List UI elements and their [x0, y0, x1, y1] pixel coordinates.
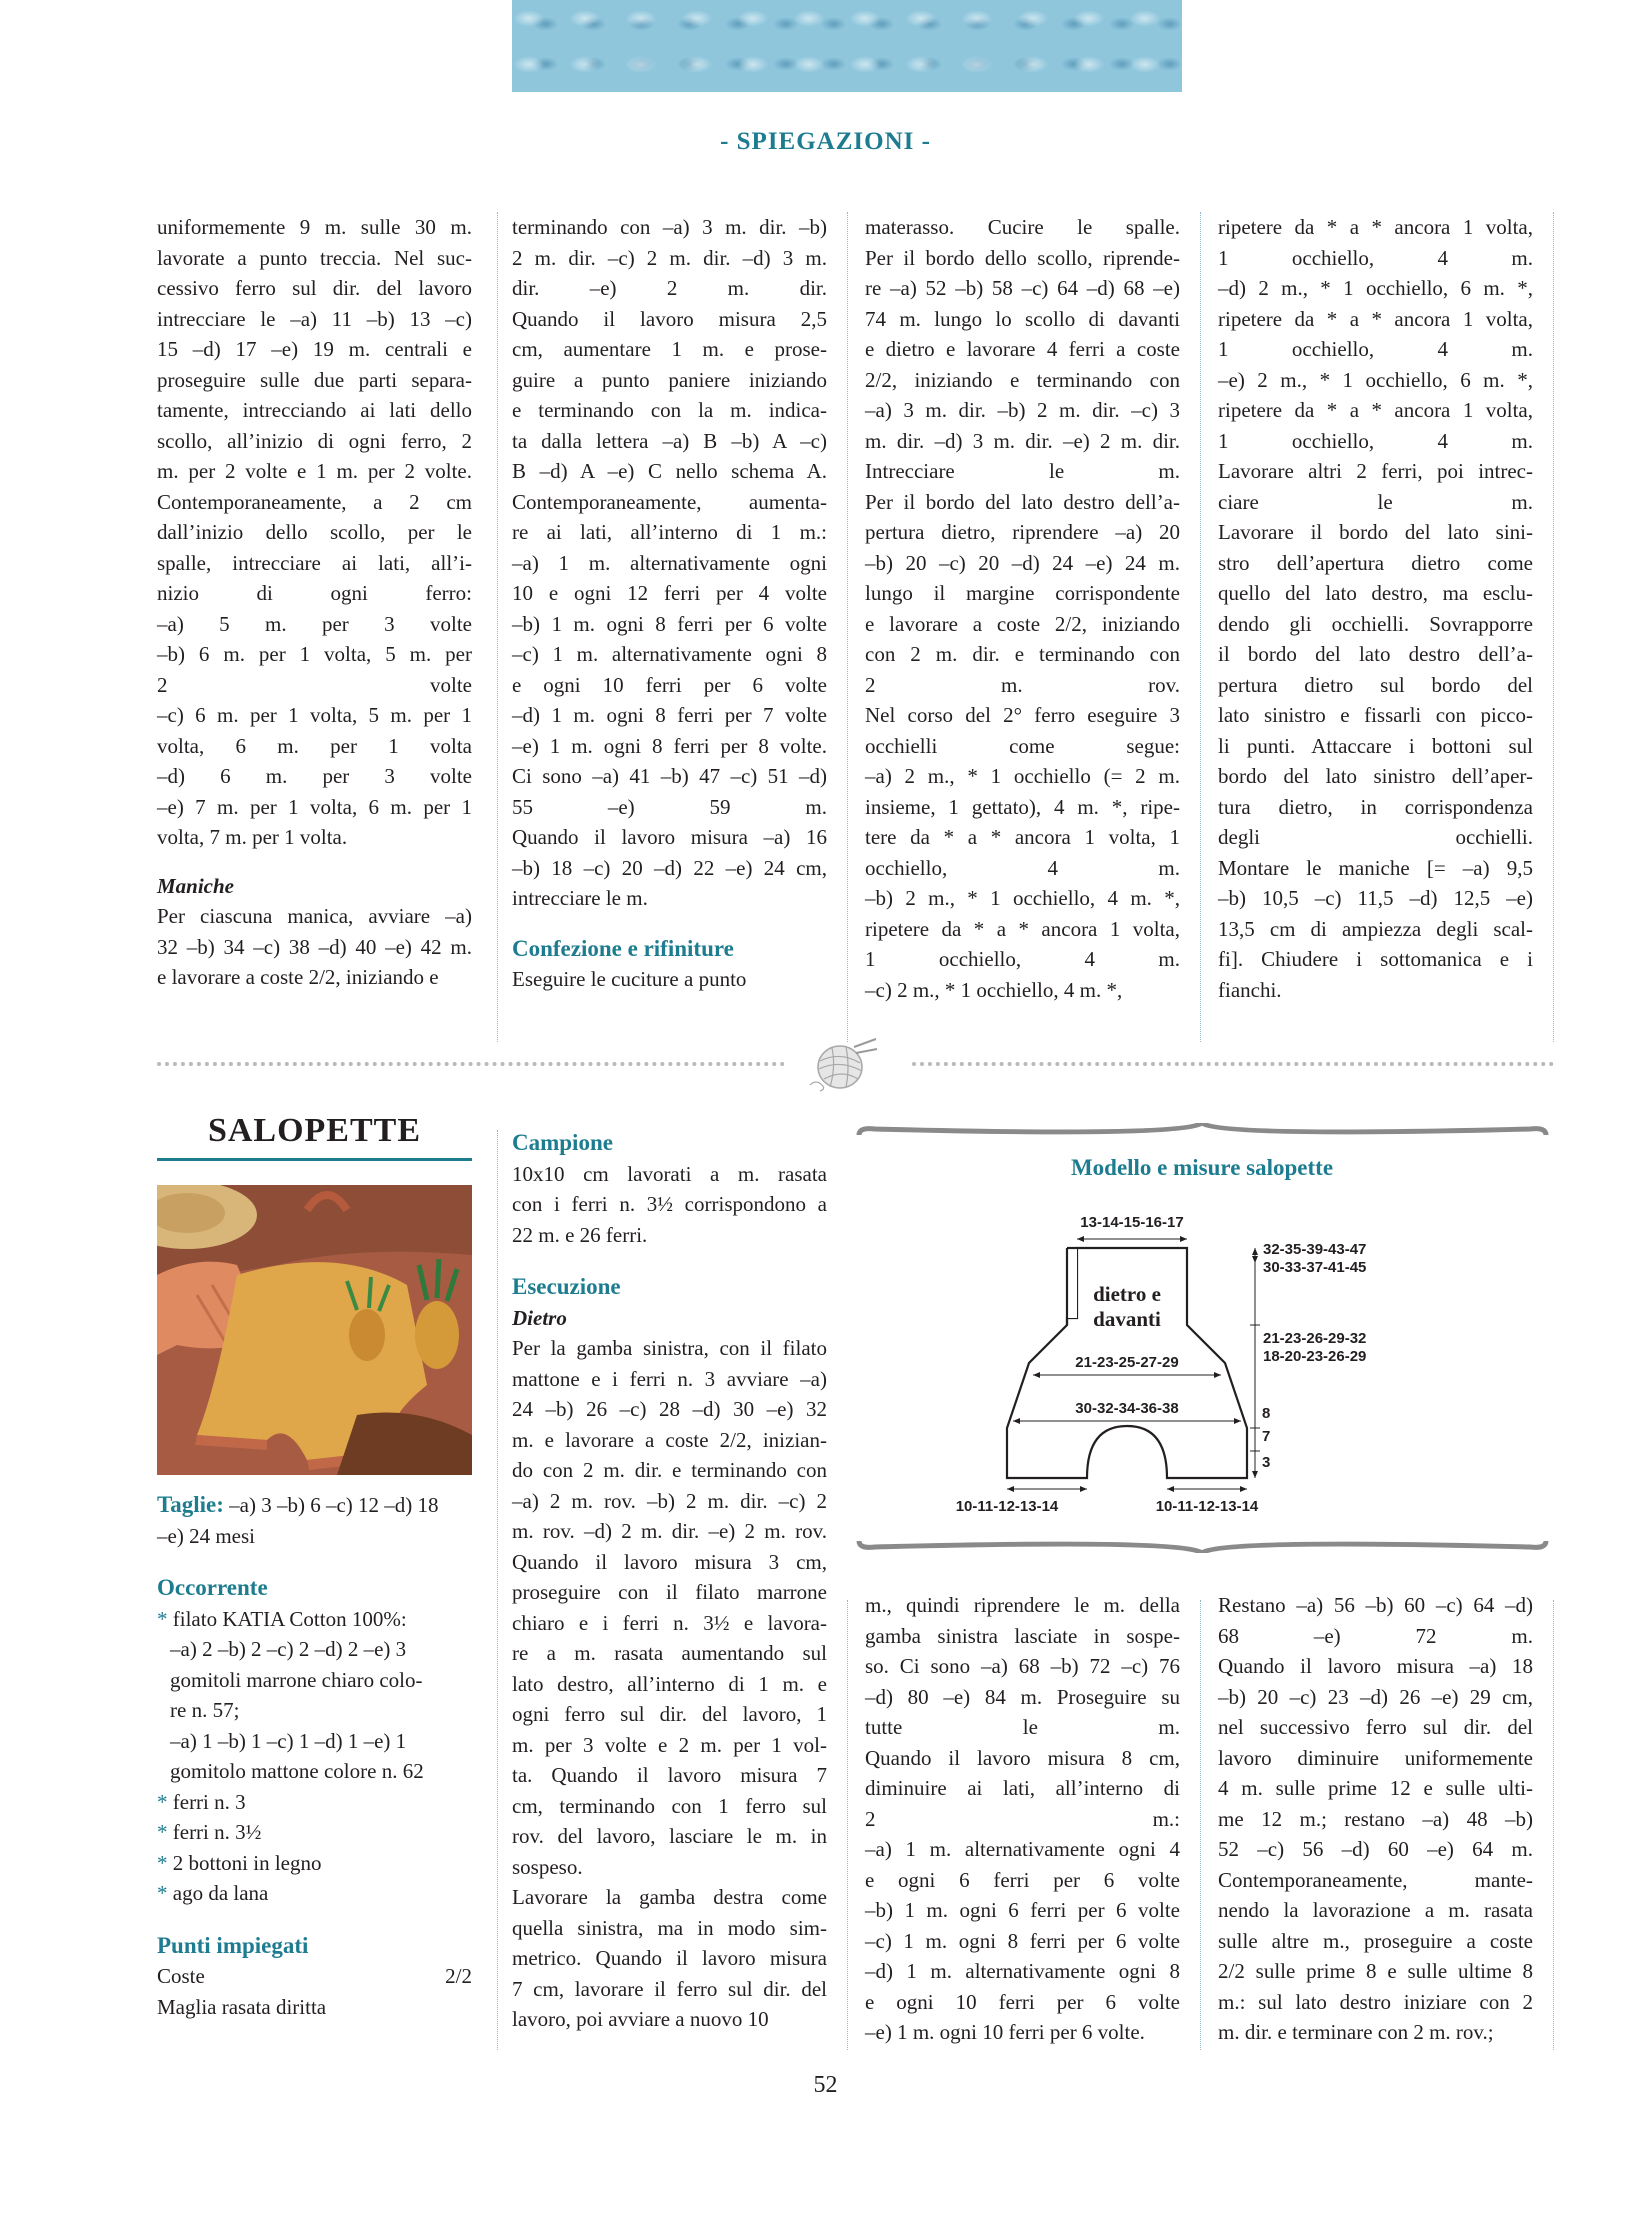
text-line: con 2 m. dir. e terminando con: [865, 642, 1180, 666]
text-line: spalle, intrecciare ai lati, all’i-: [157, 550, 472, 575]
salopette-column-4: [1218, 1590, 1533, 2048]
text-line: nel successivo ferro sul dir. del: [1218, 1715, 1533, 1739]
text-line: Per il bordo del lato destro dell’a-: [865, 489, 1180, 514]
text-line: Contemporaneamente, a 2 cm: [157, 489, 472, 514]
list-item-text: gomitoli marrone chiaro colo-: [170, 1667, 423, 1692]
punti-list: [157, 1961, 472, 2022]
text-line: –a) 2 m., * 1 occhiello (= 2 m.: [865, 764, 1180, 788]
text-line: ripetere da * a * ancora 1 volta,: [1218, 398, 1533, 422]
text-line: –c) 1 m. ogni 8 ferri per 6 volte: [865, 1928, 1180, 1953]
text-line: –c) 1 m. alternativamente ogni 8: [512, 642, 827, 666]
text-line: –d) 80 –e) 84 m. Proseguire su: [865, 1684, 1180, 1709]
occorrente-heading: Occorrente: [157, 1575, 268, 1600]
column-rule: [1553, 212, 1554, 1042]
knit-texture-banner: [512, 0, 1182, 92]
text-line: e lavorare a coste 2/2, iniziando: [865, 611, 1180, 636]
text-line: intrecciare le m.: [512, 886, 648, 910]
text-line: –e) 7 m. per 1 volta, 6 m. per 1: [157, 794, 472, 819]
text-line: bordo del lato sinistro dell’aper-: [1218, 764, 1533, 788]
text-line: gamba sinistra lasciate in sospe-: [865, 1623, 1180, 1648]
text-line: intrecciare le –a) 11 –b) 13 –c): [157, 306, 472, 331]
list-item-text: –a) 1 –b) 1 –c) 1 –d) 1 –e) 1: [170, 1728, 407, 1753]
salopette-pattern-diagram: [855, 1123, 1550, 1553]
dietro-body: [512, 1333, 827, 2035]
maniche-body: [157, 901, 472, 993]
list-item: [157, 1817, 472, 1848]
page-number: 52: [813, 2072, 838, 2098]
top-column-3: [865, 212, 1180, 1005]
text-line: Quando il lavoro misura 3 cm,: [512, 1549, 827, 1574]
column-rule: [1200, 1600, 1201, 2050]
text-line: pertura dietro sul bordo del: [1218, 672, 1533, 697]
text-line: 1 occhiello, 4 m.: [1218, 245, 1533, 270]
text-line: materasso. Cucire le spalle.: [865, 215, 1180, 239]
text-line: –d) 1 m. alternativamente ogni 8: [865, 1959, 1180, 1983]
text-line: –d) 2 m., * 1 occhiello, 6 m. *,: [1218, 276, 1533, 300]
text-line: 10x10 cm lavorati a m. rasata: [512, 1161, 827, 1186]
list-item: [157, 1634, 472, 1665]
text-line: pertura dietro, riprendere –a) 20: [865, 520, 1180, 544]
text-line: –d) 6 m. per 3 volte: [157, 764, 472, 788]
text-line: 1 occhiello, 4 m.: [1218, 337, 1533, 361]
list-item: [157, 1756, 472, 1787]
bullet-star-icon: *: [157, 1850, 168, 1875]
label-height-total-1: 32-35-39-43-47: [1263, 1241, 1367, 1258]
text-line: 4 m. sulle prime 12 e sulle ulti-: [1218, 1776, 1533, 1800]
label-height-mid-2: 18-20-23-26-29: [1263, 1348, 1367, 1365]
text-line: e dietro e lavorare 4 ferri a coste: [865, 337, 1180, 361]
text-line: e terminando con la m. indica-: [512, 398, 827, 422]
salopette-column-4-body: [1218, 1590, 1533, 2048]
text-line: proseguire sulle due parti separa-: [157, 367, 472, 392]
text-line: terminando con –a) 3 m. dir. –b): [512, 215, 827, 239]
text-line: ciare le m.: [1218, 489, 1533, 514]
list-item: [157, 1604, 472, 1635]
text-line: 2/2 sulle prime 8 e sulle ultime 8: [1218, 1959, 1533, 1983]
text-line: lato destro, all’interno di 1 m. e: [512, 1671, 827, 1696]
column-rule: [1200, 212, 1201, 1042]
list-item: [157, 1695, 472, 1726]
text-line: me 12 m.; restano –a) 48 –b): [1218, 1806, 1533, 1831]
column-rule: [847, 212, 848, 1042]
list-item: [157, 1665, 472, 1696]
text-line: nizio di ogni ferro:: [157, 581, 472, 605]
text-line: Quando il lavoro misura –a) 16: [512, 825, 827, 849]
text-line: –a) 2 m. rov. –b) 2 m. dir. –c) 2: [512, 1488, 827, 1513]
salopette-photo: [157, 1185, 472, 1475]
text-line: 1 occhiello, 4 m.: [1218, 428, 1533, 453]
salopette-title-rule: [157, 1158, 472, 1161]
text-line: –b) 1 m. ogni 6 ferri per 6 volte: [865, 1898, 1180, 1922]
text-line: Ci sono –a) 41 –b) 47 –c) 51 –d): [512, 764, 827, 788]
text-line: fianchi.: [1218, 977, 1282, 1002]
text-line: m. rov. –d) 2 m. dir. –e) 2 m. rov.: [512, 1519, 827, 1543]
text-line: Eseguire le cuciture a punto: [512, 967, 747, 991]
text-line: –a) 3 m. dir. –b) 2 m. dir. –c) 3: [865, 398, 1180, 422]
text-line: Contemporaneamente, aumenta-: [512, 489, 827, 514]
text-line: il bordo del lato destro dell’a-: [1218, 642, 1533, 666]
text-line: –a) 5 m. per 3 volte: [157, 611, 472, 636]
text-line: volta, 7 m. per 1 volta.: [157, 825, 348, 849]
list-item: [157, 1726, 472, 1757]
top-column-1: [157, 212, 472, 993]
text-line: –a) 1 m. alternativamente ogni: [512, 550, 827, 575]
top-column-4-body: [1218, 212, 1533, 1005]
label-top-width: 13-14-15-16-17: [1080, 1214, 1184, 1231]
taglie-line: [157, 1490, 472, 1521]
text-line: e lavorare a coste 2/2, iniziando e: [157, 965, 439, 989]
text-line: Per ciascuna manica, avviare –a): [157, 904, 472, 928]
text-line: occhielli come segue:: [865, 733, 1180, 758]
list-item-text: ago da lana: [172, 1881, 269, 1905]
text-line: m. dir. e terminare con 2 m. rov.;: [1218, 2020, 1494, 2044]
text-line: Coste 2/2: [157, 1964, 472, 1988]
text-line: –b) 2 m., * 1 occhiello, 4 m. *,: [865, 886, 1180, 910]
section-divider-left: [157, 1062, 785, 1076]
confezione-body: [512, 964, 827, 995]
text-line: volta, 6 m. per 1 volta: [157, 733, 472, 758]
text-line: cessivo ferro sul dir. del lavoro: [157, 276, 472, 300]
text-line: 1 occhiello, 4 m.: [865, 947, 1180, 971]
text-line: 7 cm, lavorare il ferro sul dir. del: [512, 1976, 827, 2001]
top-column-3-body: [865, 212, 1180, 1005]
text-line: –c) 2 m., * 1 occhiello, 4 m. *,: [865, 977, 1123, 1002]
text-line: Per il bordo dello scollo, riprende-: [865, 245, 1180, 270]
text-line: –b) 20 –c) 20 –d) 24 –e) 24 m.: [865, 550, 1180, 575]
text-line: Maglia rasata diritta: [157, 1994, 327, 2019]
text-line: cm, aumentare 1 m. e prose-: [512, 337, 827, 361]
text-line: ripetere da * a * ancora 1 volta,: [1218, 306, 1533, 331]
text-line: occhiello, 4 m.: [865, 855, 1180, 880]
text-line: con i ferri n. 3½ corrispondono a: [512, 1192, 827, 1216]
text-line: tutte le m.: [865, 1715, 1180, 1739]
occorrente-list: [157, 1604, 472, 1909]
text-line: 2 m. dir. –c) 2 m. dir. –d) 3 m.: [512, 245, 827, 270]
campione-body: [512, 1159, 827, 1251]
text-line: m. per 3 volte e 2 m. per 1 vol-: [512, 1732, 827, 1757]
text-line: m.: sul lato destro iniziare con 2: [1218, 1989, 1533, 2014]
top-column-4: [1218, 212, 1533, 1005]
top-column-2-body: [512, 212, 827, 914]
text-line: 55 –e) 59 m.: [512, 794, 827, 819]
text-line: m. e lavorare a coste 2/2, inizian-: [512, 1427, 827, 1452]
text-line: metrico. Quando il lavoro misura: [512, 1946, 827, 1970]
text-line: tamente, intrecciando ai lati dello: [157, 398, 472, 422]
text-line: li punti. Attaccare i bottoni sul: [1218, 733, 1533, 758]
text-line: 24 –b) 26 –c) 28 –d) 30 –e) 32: [512, 1397, 827, 1421]
text-line: Nel corso del 2° ferro eseguire 3: [865, 703, 1180, 727]
label-h7: 7: [1262, 1428, 1271, 1445]
text-line: 15 –d) 17 –e) 19 m. centrali e: [157, 337, 472, 361]
text-line: ta. Quando il lavoro misura 7: [512, 1763, 827, 1787]
text-line: lato sinistro e fissarli con picco-: [1218, 703, 1533, 727]
text-line: –b) 10,5 –c) 11,5 –d) 12,5 –e): [1218, 886, 1533, 910]
text-line: scollo, all’inizio di ogni ferro, 2: [157, 428, 472, 453]
dietro-heading: Dietro: [512, 1305, 567, 1330]
text-line: stro dell’apertura dietro come: [1218, 550, 1533, 575]
text-line: Lavorare altri 2 ferri, poi intrec-: [1218, 459, 1533, 483]
diagram-top-bracket: [859, 1123, 1546, 1135]
text-line: nendo la lavorazione a m. rasata: [1218, 1898, 1533, 1922]
column-rule: [497, 1130, 498, 2050]
label-leg-left: 10-11-12-13-14: [955, 1498, 1059, 1515]
diagram-title: Modello e misure salopette: [1070, 1155, 1334, 1180]
text-line: re ai lati, all’interno di 1 m.:: [512, 520, 827, 544]
text-line: dall’inizio dello scollo, per le: [157, 520, 472, 544]
top-column-1-body: [157, 212, 472, 853]
column-rule: [847, 1600, 848, 2050]
label-width-hip: 30-32-34-36-38: [1075, 1400, 1179, 1417]
text-line: e ogni 6 ferri per 6 volte: [865, 1867, 1180, 1892]
text-line: Quando il lavoro misura –a) 18: [1218, 1654, 1533, 1678]
salopette-column-1: [157, 1490, 472, 2022]
text-line: lavoro diminuire uniformemente: [1218, 1745, 1533, 1770]
text-line: insieme, 1 gettato), 4 m. *, ripe-: [865, 794, 1180, 819]
top-column-2: [512, 212, 827, 995]
text-line: tere da * a * ancora 1 volta, 1: [865, 825, 1180, 849]
text-line: re –a) 52 –b) 58 –c) 64 –d) 68 –e): [865, 276, 1180, 300]
text-line: –e) 1 m. ogni 8 ferri per 8 volte.: [512, 733, 827, 758]
text-line: quella sinistra, ma in modo sim-: [512, 1915, 827, 1940]
text-line: 2 m. rov.: [865, 672, 1180, 697]
label-width-mid: 21-23-25-27-29: [1075, 1354, 1179, 1371]
label-leg-right: 10-11-12-13-14: [1155, 1498, 1259, 1515]
esecuzione-heading: Esecuzione: [512, 1274, 621, 1299]
text-line: m. per 2 volte e 1 m. per 2 volte.: [157, 459, 472, 483]
salopette-title: SALOPETTE: [207, 1112, 422, 1149]
text-line: e ogni 10 ferri per 6 volte: [865, 1989, 1180, 2014]
punti-heading: Punti impiegati: [157, 1932, 309, 1958]
text-line: –b) 20 –c) 23 –d) 26 –e) 29 cm,: [1218, 1684, 1533, 1709]
text-line: Lavorare il bordo del lato sini-: [1218, 520, 1533, 544]
label-height-mid-1: 21-23-26-29-32: [1263, 1330, 1367, 1347]
text-line: 68 –e) 72 m.: [1218, 1623, 1533, 1648]
text-line: mattone e i ferri n. 3 avviare –a): [512, 1366, 827, 1391]
maniche-heading: Maniche: [157, 873, 235, 898]
text-line: Lavorare la gamba destra come: [512, 1885, 827, 1909]
column-rule: [1553, 1600, 1554, 2050]
list-item: [157, 1848, 472, 1879]
text-line: degli occhielli.: [1218, 825, 1533, 849]
list-item: [157, 1787, 472, 1818]
text-line: ta dalla lettera –a) B –b) A –c): [512, 428, 827, 453]
bullet-star-icon: *: [157, 1820, 168, 1844]
label-h8: 8: [1262, 1405, 1271, 1422]
text-line: 10 e ogni 12 ferri per 4 volte: [512, 581, 827, 605]
list-item-text: –a) 2 –b) 2 –c) 2 –d) 2 –e) 3: [170, 1637, 407, 1661]
text-line: Quando il lavoro misura 2,5: [512, 306, 827, 331]
text-line: –b) 1 m. ogni 8 ferri per 6 volte: [512, 611, 827, 636]
text-line: re a m. rasata aumentando sul: [512, 1641, 827, 1665]
list-item-text: 2 bottoni in legno: [172, 1850, 322, 1875]
bullet-star-icon: *: [157, 1881, 168, 1905]
salopette-column-3: [865, 1590, 1180, 2048]
text-line: m. dir. –d) 3 m. dir. –e) 2 m. dir.: [865, 428, 1180, 453]
text-line: –c) 6 m. per 1 volta, 5 m. per 1: [157, 703, 472, 727]
confezione-heading: Confezione e rifiniture: [512, 935, 734, 961]
text-line: ripetere da * a * ancora 1 volta,: [865, 916, 1180, 941]
text-line: 13,5 cm di ampiezza degli scal-: [1218, 916, 1533, 941]
list-item-text: re n. 57;: [170, 1698, 240, 1722]
list-item-text: filato KATIA Cotton 100%:: [172, 1606, 407, 1631]
text-line: 2 volte: [157, 672, 472, 697]
list-item-text: ferri n. 3½: [172, 1820, 262, 1844]
text-line: –e) 1 m. ogni 10 ferri per 6 volte.: [865, 2020, 1145, 2044]
taglie-label: Taglie:: [157, 1492, 224, 1517]
text-line: Quando il lavoro misura 8 cm,: [865, 1745, 1180, 1770]
text-line: guire a punto paniere iniziando: [512, 367, 827, 392]
taglie-value: –a) 3 –b) 6 –c) 12 –d) 18: [223, 1493, 439, 1517]
diagram-bottom-bracket: [859, 1541, 1546, 1553]
text-line: Per la gamba sinistra, con il filato: [512, 1336, 827, 1360]
text-line: 2/2, iniziando e terminando con: [865, 367, 1180, 392]
text-line: –d) 1 m. ogni 8 ferri per 7 volte: [512, 703, 827, 727]
text-line: proseguire con il filato marrone: [512, 1580, 827, 1604]
text-line: do con 2 m. dir. e terminando con: [512, 1458, 827, 1482]
text-line: lavoro, poi avviare a nuovo 10: [512, 2007, 769, 2031]
text-line: rov. del lavoro, lasciare le m. in: [512, 1824, 827, 1848]
campione-heading: Campione: [512, 1130, 613, 1155]
text-line: ogni ferro sul dir. del lavoro, 1: [512, 1702, 827, 1726]
text-line: sospeso.: [512, 1854, 583, 1879]
text-line: Intrecciare le m.: [865, 459, 1180, 483]
list-item: [157, 1878, 472, 1909]
text-line: dir. –e) 2 m. dir.: [512, 276, 827, 300]
piece-label-1: dietro e: [1093, 1282, 1161, 1306]
yarn-ball-icon: [806, 1035, 878, 1093]
text-line: lavorate a punto treccia. Nel suc-: [157, 245, 472, 270]
text-line: 2 m.:: [865, 1806, 1180, 1831]
label-height-total-2: 30-33-37-41-45: [1263, 1259, 1367, 1276]
label-h3: 3: [1262, 1454, 1271, 1471]
text-line: lungo il margine corrispondente: [865, 581, 1180, 605]
text-line: B –d) A –e) C nello schema A.: [512, 459, 827, 483]
list-item-text: gomitolo mattone colore n. 62: [170, 1759, 424, 1783]
list-item-text: ferri n. 3: [172, 1789, 246, 1814]
text-line: dendo gli occhielli. Sovrapporre: [1218, 611, 1533, 636]
text-line: m., quindi riprendere le m. della: [865, 1593, 1180, 1617]
text-line: uniformemente 9 m. sulle 30 m.: [157, 215, 472, 239]
bullet-star-icon: *: [157, 1606, 168, 1631]
text-line: cm, terminando con 1 ferro sul: [512, 1793, 827, 1818]
text-line: –b) 18 –c) 20 –d) 22 –e) 24 cm,: [512, 855, 827, 880]
column-rule: [497, 212, 498, 1042]
text-line: Montare le maniche [= –a) 9,5: [1218, 855, 1533, 880]
text-line: –e) 2 m., * 1 occhiello, 6 m. *,: [1218, 367, 1533, 392]
text-line: Contemporaneamente, mante-: [1218, 1867, 1533, 1892]
salopette-column-3-body: [865, 1590, 1180, 2048]
text-line: 74 m. lungo lo scollo di davanti: [865, 306, 1180, 331]
taglie-line-2: –e) 24 mesi: [157, 1523, 255, 1548]
text-line: –b) 6 m. per 1 volta, 5 m. per: [157, 642, 472, 666]
salopette-column-2: [512, 1128, 827, 2035]
text-line: ripetere da * a * ancora 1 volta,: [1218, 215, 1533, 239]
text-line: chiaro e i ferri n. 3½ e lavora-: [512, 1610, 827, 1635]
text-line: –a) 1 m. alternativamente ogni 4: [865, 1837, 1180, 1861]
text-line: 22 m. e 26 ferri.: [512, 1222, 648, 1247]
text-line: so. Ci sono –a) 68 –b) 72 –c) 76: [865, 1654, 1180, 1678]
text-line: fi]. Chiudere i sottomanica e i: [1218, 947, 1533, 971]
text-line: Restano –a) 56 –b) 60 –c) 64 –d): [1218, 1593, 1533, 1617]
text-line: e ogni 10 ferri per 6 volte: [512, 672, 827, 697]
bullet-star-icon: *: [157, 1789, 168, 1814]
text-line: tura dietro, in corrispondenza: [1218, 794, 1533, 819]
section-divider-right: [912, 1062, 1554, 1076]
text-line: diminuire ai lati, all’interno di: [865, 1776, 1180, 1800]
text-line: sulle altre m., proseguire a coste: [1218, 1928, 1533, 1953]
piece-label-2: davanti: [1093, 1307, 1161, 1331]
text-line: quello del lato destro, ma esclu-: [1218, 581, 1533, 605]
text-line: 32 –b) 34 –c) 38 –d) 40 –e) 42 m.: [157, 934, 472, 959]
section-title: - SPIEGAZIONI -: [720, 128, 931, 155]
text-line: 52 –c) 56 –d) 60 –e) 64 m.: [1218, 1837, 1533, 1861]
